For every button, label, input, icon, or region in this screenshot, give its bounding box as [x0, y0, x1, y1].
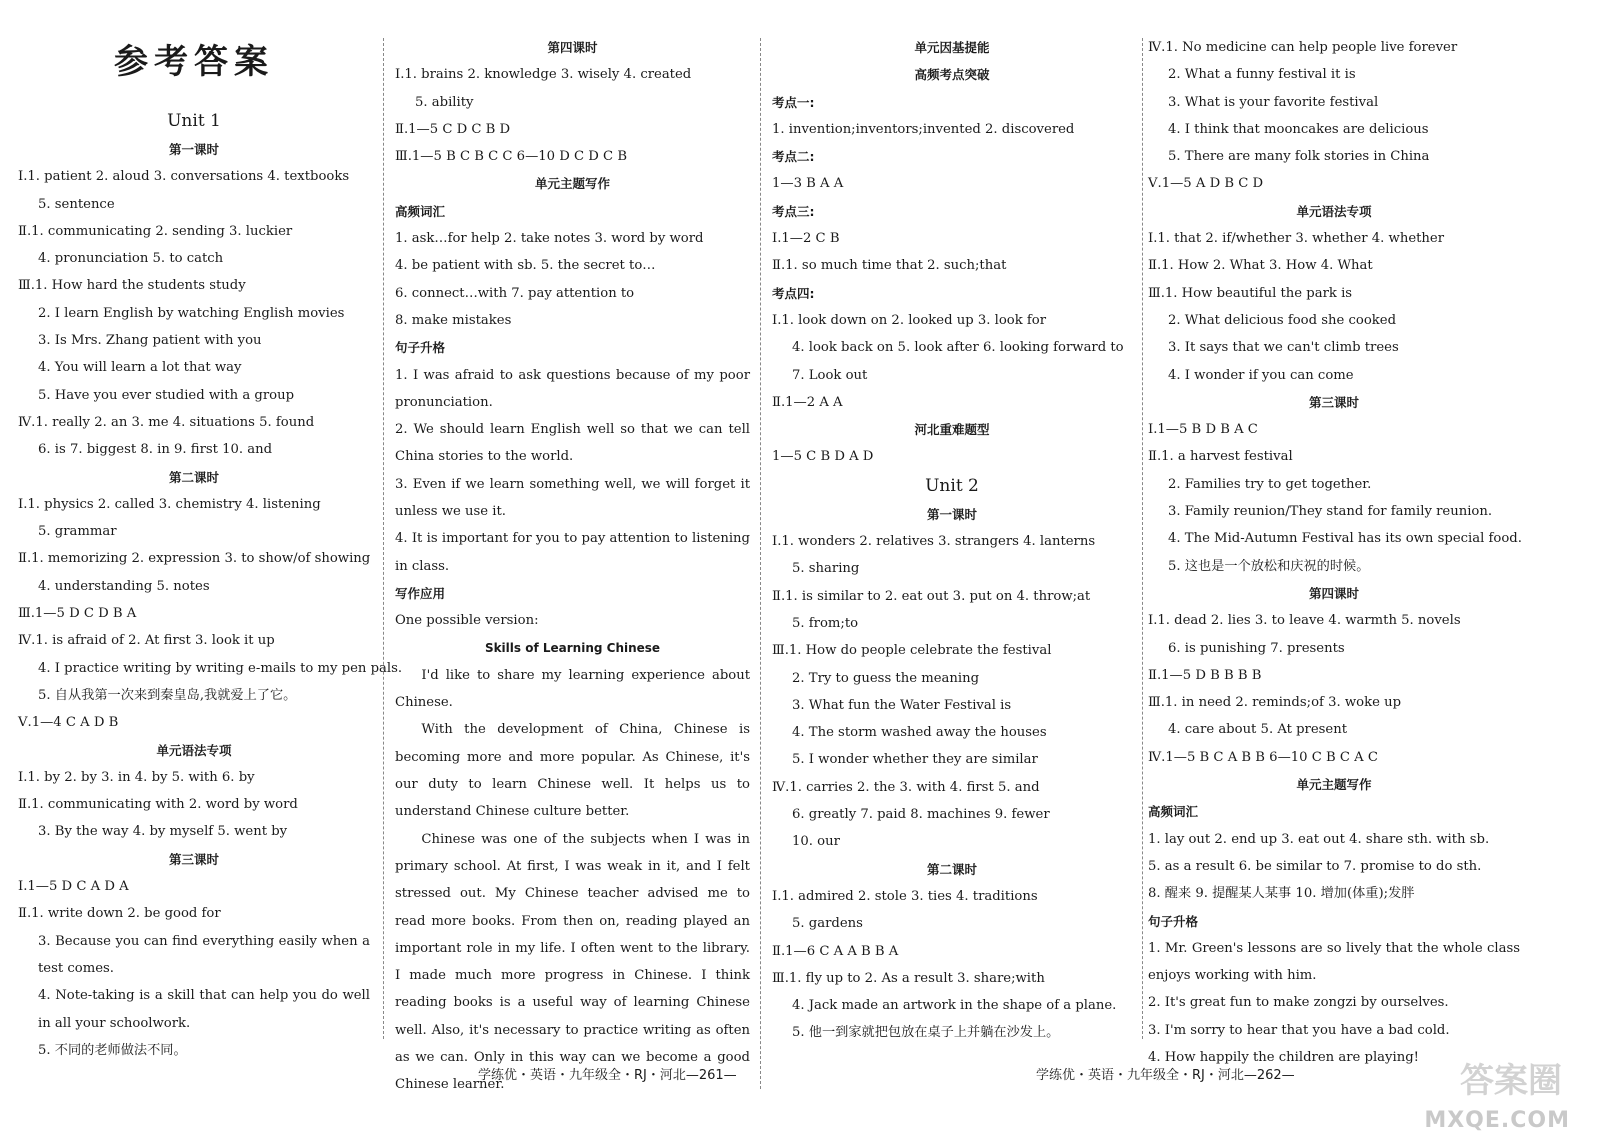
- answer-line: 4. I wonder if you can come: [1168, 367, 1354, 383]
- section-heading: 第四课时: [547, 40, 598, 55]
- answer-line: Ⅲ.1—5 D C D B A: [18, 606, 137, 622]
- answer-line: 6. is 7. biggest 8. in 9. first 10. and: [38, 442, 273, 458]
- answer-line: Ⅰ.1. by 2. by 3. in 4. by 5. with 6. by: [18, 769, 255, 785]
- column-2: [395, 34, 750, 1097]
- subsection-label: 考点二:: [772, 149, 815, 165]
- page-footer: 学练优・英语・九年级全・RJ・河北—262—: [1036, 1068, 1295, 1083]
- answer-line: 1. ask…for help 2. take notes 3. word by word: [395, 231, 704, 247]
- answer-line: Ⅰ.1. admired 2. stole 3. ties 4. traditions: [772, 888, 1038, 904]
- essay-paragraph: With the development of China, Chinese is becoming more and more popular. As Chinese, it's our duty to learn Chinese well. It helps us to understand Chinese culture better.: [395, 722, 750, 820]
- section-heading: 高频考点突破: [914, 67, 990, 83]
- answer-line: 4. You will learn a lot that way: [38, 360, 242, 376]
- answer-line: Ⅲ.1. in need 2. reminds;of 3. woke up: [1148, 695, 1402, 711]
- section-heading: 单元主题写作: [534, 176, 610, 192]
- answer-line: Ⅳ.1. really 2. an 3. me 4. situations 5. found: [18, 414, 315, 430]
- answer-line: Ⅱ.1. communicating with 2. word by word: [18, 797, 298, 813]
- essay-paragraph: Chinese was one of the subjects when I was in primary school. At first, I was weak in it, and I felt stressed out. My Chinese teacher advised me to read more books. From then on, reading played an important role in my life. I often went to the library. I made much more progress in Chinese. I think reading books is a useful way of learning Chinese well. Also, it's necessary to practice writing as often as we can. Only in this way can we become a good Chinese learner.: [395, 831, 750, 1093]
- answer-line: Ⅲ.1. How do people celebrate the festival: [772, 643, 1052, 659]
- answer-line: Ⅰ.1. physics 2. called 3. chemistry 4. listening: [18, 496, 321, 512]
- answer-line: 5. sharing: [792, 561, 860, 577]
- section-heading: 河北重难题型: [914, 422, 990, 438]
- answer-line: 4. pronunciation 5. to catch: [38, 251, 224, 267]
- answer-line: 5. from;to: [792, 615, 859, 631]
- answer-line: Ⅴ.1—4 C A D B: [18, 715, 119, 731]
- subsection-label: 高频词汇: [395, 203, 446, 219]
- answer-line: Ⅱ.1—5 D B B B B: [1148, 667, 1262, 683]
- subsection-label: 考点三:: [772, 203, 815, 219]
- page-gutter: [760, 38, 761, 1089]
- answer-line: 3. It says that we can't climb trees: [1168, 340, 1399, 356]
- answer-line: 6. is punishing 7. presents: [1168, 640, 1345, 656]
- answer-line: 5. 他一到家就把包放在桌子上并躺在沙发上。: [792, 1025, 1060, 1041]
- answer-line: 3. By the way 4. by myself 5. went by: [38, 824, 288, 840]
- answer-line: 5. ability: [415, 94, 474, 110]
- section-heading: 第四课时: [1308, 585, 1359, 601]
- answer-line: 3. What is your favorite festival: [1168, 94, 1379, 110]
- column-divider: [1142, 38, 1143, 1039]
- answer-line: Ⅱ.1. so much time that 2. such;that: [772, 258, 1007, 274]
- answer-line: Ⅰ.1—5 B D B A C: [1148, 422, 1258, 438]
- answer-line: 5. 这也是一个放松和庆祝的时候。: [1168, 558, 1370, 574]
- answer-line: Ⅳ.1—5 B C A B B 6—10 C B C A C: [1148, 749, 1378, 765]
- answer-line: 4. be patient with sb. 5. the secret to…: [395, 258, 656, 274]
- column-divider: [383, 38, 384, 1039]
- section-heading: 单元语法专项: [1296, 203, 1372, 219]
- subsection-label: 句子升格: [1148, 913, 1199, 929]
- left-page: [0, 0, 800, 1097]
- answer-line: 5. 自从我第一次来到秦皇岛,我就爱上了它。: [38, 687, 297, 703]
- answer-line: 8. 醒来 9. 提醒某人某事 10. 增加(体重);发胖: [1148, 886, 1415, 902]
- column-4: [1148, 34, 1520, 1097]
- answer-line: 6. connect…with 7. pay attention to: [395, 285, 635, 301]
- answer-line: 4. I practice writing by writing e-mails to my pen pals.: [38, 660, 403, 676]
- answer-line: 1—5 C B D A D: [772, 449, 874, 465]
- unit-heading: Unit 1: [167, 111, 221, 131]
- answer-line: 4. The storm washed away the houses: [792, 725, 1047, 741]
- answer-line: Ⅱ.1. is similar to 2. eat out 3. put on 4. throw;at: [772, 588, 1091, 604]
- section-heading: 单元因基提能: [914, 40, 990, 55]
- answer-line: 5. 不同的老师做法不同。: [38, 1042, 187, 1058]
- answer-line: 4. How happily the children are playing!: [1148, 1049, 1419, 1065]
- answer-line: 7. Look out: [792, 367, 868, 383]
- answer-line: 5. I wonder whether they are similar: [792, 752, 1038, 768]
- subsection-label: 考点一:: [772, 94, 815, 110]
- answer-line: 5. sentence: [38, 196, 115, 212]
- answer-line: Ⅲ.1. How beautiful the park is: [1148, 285, 1353, 301]
- answer-line: 5. gardens: [792, 916, 863, 932]
- answer-line: 3. Even if we learn something well, we will forget it unless we use it.: [395, 476, 750, 520]
- answer-line: 4. understanding 5. notes: [38, 578, 210, 594]
- answer-line: Ⅳ.1. No medicine can help people live forever: [1148, 40, 1458, 55]
- unit-heading: Unit 2: [925, 475, 979, 496]
- section-heading: 第一课时: [168, 142, 219, 157]
- answer-line: 4. Note-taking is a skill that can help you do well in all your schoolwork.: [38, 988, 370, 1031]
- answer-line: 3. Is Mrs. Zhang patient with you: [38, 333, 262, 349]
- answer-line: 10. our: [792, 834, 840, 850]
- answer-line: 5. There are many folk stories in China: [1168, 149, 1430, 165]
- answer-line: Ⅰ.1. brains 2. knowledge 3. wisely 4. created: [395, 67, 692, 83]
- answer-line: Ⅰ.1. look down on 2. looked up 3. look for: [772, 312, 1047, 328]
- answer-line: 2. What a funny festival it is: [1168, 67, 1356, 83]
- page-title: 参考答案: [114, 42, 274, 82]
- section-heading: 单元语法专项: [156, 742, 232, 758]
- answer-line: Ⅲ.1. How hard the students study: [18, 278, 246, 294]
- answer-line: 1. lay out 2. end up 3. eat out 4. share sth. with sb.: [1148, 831, 1490, 847]
- answer-line: 4. Jack made an artwork in the shape of a plane.: [792, 998, 1117, 1014]
- section-heading: 第三课时: [1308, 394, 1359, 410]
- subsection-label: 考点四:: [772, 285, 815, 301]
- answer-line: Ⅲ.1. fly up to 2. As a result 3. share;with: [772, 970, 1045, 986]
- answer-line: Ⅱ.1. communicating 2. sending 3. luckier: [18, 223, 293, 239]
- answer-line: Ⅲ.1—5 B C B C C 6—10 D C D C B: [395, 149, 628, 165]
- answer-line: 5. grammar: [38, 524, 117, 540]
- answer-line: 8. make mistakes: [395, 312, 512, 328]
- answer-line: Ⅰ.1—2 C B: [772, 231, 840, 247]
- answer-line: 2. What delicious food she cooked: [1168, 312, 1397, 328]
- answer-line: Ⅱ.1. a harvest festival: [1148, 449, 1293, 465]
- answer-line: 3. I'm sorry to hear that you have a bad cold.: [1148, 1022, 1450, 1038]
- answer-line: Ⅰ.1. dead 2. lies 3. to leave 4. warmth 5. novels: [1148, 613, 1461, 629]
- answer-line: Ⅱ.1. How 2. What 3. How 4. What: [1148, 258, 1373, 274]
- column-1: [18, 34, 403, 1097]
- subsection-label: 高频词汇: [1148, 804, 1199, 820]
- answer-line: Ⅰ.1. patient 2. aloud 3. conversations 4. textbooks: [18, 169, 350, 185]
- watermark: [1420, 1053, 1570, 1133]
- column-3: [772, 34, 1132, 1097]
- answer-line: 3. Because you can find everything easily when a test comes.: [38, 933, 370, 976]
- answer-line: Ⅱ.1. memorizing 2. expression 3. to show/of showing: [18, 551, 371, 567]
- answer-line: 1. Mr. Green's lessons are so lively that the whole class enjoys working with him.: [1148, 940, 1520, 984]
- answer-line: Ⅱ.1—5 C D C B D: [395, 121, 511, 137]
- answer-line: Ⅰ.1. wonders 2. relatives 3. strangers 4. lanterns: [772, 534, 1096, 550]
- answer-line: 4. care about 5. At present: [1168, 722, 1348, 738]
- watermark-text: MXQE.COM: [1424, 1108, 1570, 1133]
- answer-line: 4. look back on 5. look after 6. looking forward to: [792, 340, 1124, 356]
- answer-line: 2. We should learn English well so that we can tell China stories to the world.: [395, 422, 750, 465]
- answer-line: One possible version:: [395, 613, 539, 629]
- answer-line: 2. It's great fun to make zongzi by ourselves.: [1148, 995, 1449, 1011]
- page-footer: 学练优・英语・九年级全・RJ・河北—261—: [478, 1068, 737, 1083]
- answer-line: 4. It is important for you to pay attention to listening in class.: [395, 531, 750, 574]
- answer-line: 5. Have you ever studied with a group: [38, 387, 295, 403]
- answer-line: Ⅳ.1. is afraid of 2. At first 3. look it up: [18, 633, 275, 649]
- answer-line: Ⅰ.1. that 2. if/whether 3. whether 4. whether: [1148, 231, 1445, 247]
- answer-line: Ⅱ.1—6 C A A B B A: [772, 943, 899, 959]
- answer-line: Ⅴ.1—5 A D B C D: [1148, 176, 1264, 192]
- answer-line: 1. invention;inventors;invented 2. discovered: [772, 121, 1075, 137]
- right-page: [772, 0, 1590, 1097]
- section-heading: 第二课时: [926, 861, 977, 877]
- answer-line: 3. What fun the Water Festival is: [792, 697, 1012, 713]
- answer-line: 6. greatly 7. paid 8. machines 9. fewer: [792, 807, 1050, 823]
- answer-line: Ⅳ.1. carries 2. the 3. with 4. first 5. and: [772, 779, 1040, 795]
- answer-line: 4. The Mid-Autumn Festival has its own special food.: [1168, 531, 1522, 547]
- answer-line: 1—3 B A A: [772, 176, 844, 192]
- answer-line: 5. as a result 6. be similar to 7. promise to do sth.: [1148, 858, 1482, 874]
- section-heading: 第三课时: [168, 851, 219, 867]
- answer-line: 2. Families try to get together.: [1168, 476, 1372, 492]
- answer-line: 1. I was afraid to ask questions because of my poor pronunciation.: [395, 367, 750, 410]
- answer-line: Ⅱ.1. write down 2. be good for: [18, 906, 221, 922]
- section-heading: 第一课时: [926, 506, 977, 522]
- answer-line: Ⅱ.1—2 A A: [772, 394, 843, 410]
- section-heading: 第二课时: [168, 469, 219, 485]
- answer-line: Ⅰ.1—5 D C A D A: [18, 879, 129, 895]
- answer-line: 3. Family reunion/They stand for family reunion.: [1168, 504, 1493, 520]
- essay-title: Skills of Learning Chinese: [484, 640, 661, 655]
- answer-line: 4. I think that mooncakes are delicious: [1168, 121, 1429, 137]
- subsection-label: 写作应用: [395, 585, 446, 601]
- watermark-logo: 答案圈: [1460, 1061, 1562, 1101]
- section-heading: 单元主题写作: [1296, 777, 1372, 793]
- answer-line: 2. I learn English by watching English movies: [38, 305, 345, 321]
- essay-paragraph: I'd like to share my learning experience about Chinese.: [395, 667, 750, 711]
- subsection-label: 句子升格: [395, 340, 446, 356]
- answer-line: 2. Try to guess the meaning: [792, 670, 980, 686]
